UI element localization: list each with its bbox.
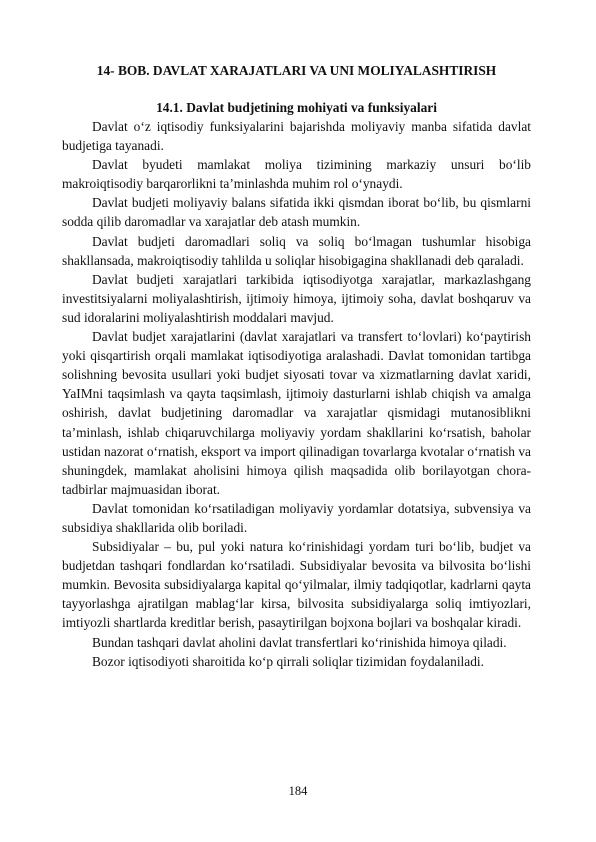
document-page xyxy=(62,62,531,671)
paragraph: Davlat budjeti moliyaviy balans sifatida ikki qismdan iborat bo‘lib, bu qismlarni sodda qilib daromadlar va xarajatlar deb atash mumkin. xyxy=(62,195,531,230)
chapter-title: 14- BOB. DAVLAT XARAJATLARI VA UNI MOLIYALASHTIRISH xyxy=(96,63,497,78)
paragraph: Davlat o‘z iqtisodiy funksiyalarini bajarishda moliyaviy manba sifatida davlat budjetiga tayanadi. xyxy=(62,119,531,154)
paragraph: Davlat budjet xarajatlarini (davlat xarajatlari va transfert to‘lovlari) ko‘paytirish yoki qisqartirish orqali mamlakat iqtisodiyotiga aralashadi. Davlat tomonidan tartibga solishning bevosita usullari yoki budjet siyosati tovar va xizmatlarning davlat xaridi, YaIMni taqsimlash va qayta taqsimlash, ijtimoiy dasturlarni ishlab chiqish va amalga oshirish, davlat budjetining daromadlar va xarajatlar qismidagi mutanosiblikni ta’minlash, ishlab chiqaruvchilarga moliyaviy yordam shakllarini ko‘rsatish, baholar ustidan nazorat o‘rnatish, eksport va import qilinadigan tovarlarga kvotalar o‘rnatish va shuningdek, mamlakat aholisini himoya qilish maqsadida olib borilayotgan chora-tadbirlar majmuasidan iborat. xyxy=(62,329,531,497)
page-number: 184 xyxy=(288,784,308,798)
paragraph: Davlat budjeti daromadlari soliq va soliq bo‘lmagan tushumlar hisobiga shakllansada, makroiqtisodiy tahlilda u soliqlar hisobigagina shakllanadi deb qaraladi. xyxy=(62,233,531,268)
paragraph: Bundan tashqari davlat aholini davlat transfertlari ko‘rinishida himoya qiladi. xyxy=(92,634,507,650)
section-title: 14.1. Davlat budjetining mohiyati va funksiyalari xyxy=(156,100,437,115)
paragraph: Davlat tomonidan ko‘rsatiladigan moliyaviy yordamlar dotatsiya, subvensiya va subsidiya shakllarida olib boriladi. xyxy=(62,500,531,535)
paragraph: Bozor iqtisodiyoti sharoitida ko‘p qirrali soliqlar tizimidan foydalaniladi. xyxy=(92,653,484,669)
paragraph: Subsidiyalar – bu, pul yoki natura ko‘rinishidagi yordam turi bo‘lib, budjet va budjetdan tashqari fondlardan ko‘rsatiladi. Subsidiyalar bevosita va bilvosita bo‘lishi mumkin. Bevosita subsidiyalarga kapital qo‘yilmalar, ilmiy tadqiqotlar, kadrlarni qayta tayyorlashga ajratilgan mablag‘lar kirsa, bilvosita subsidiyalarga soliq imtiyozlari, imtiyozli shartlarda kreditlar berish, pasaytirilgan bojxona bojlari va boshqalar kiradi. xyxy=(62,539,531,631)
paragraph: Davlat byudeti mamlakat moliya tizimining markaziy unsuri bo‘lib makroiqtisodiy barqarorlikni ta’minlashda muhim rol o‘ynaydi. xyxy=(62,157,531,192)
paragraph: Davlat budjeti xarajatlari tarkibida iqtisodiyotga xarajatlar, markazlashgang investitsiyalarni moliyalashtirish, ijtimoiy himoya, ijtimoiy soha, davlat boshqaruv va sud idoralarini moliyalashtirish moddalari mavjud. xyxy=(62,271,531,325)
